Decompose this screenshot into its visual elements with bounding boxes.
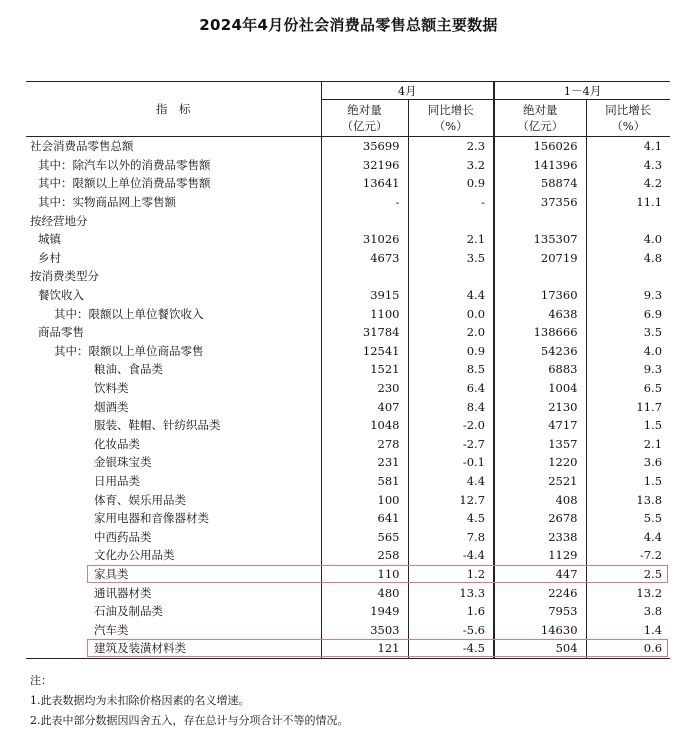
- cumulative-absolute: 37356: [494, 193, 586, 212]
- cumulative-absolute: 4717: [494, 416, 586, 435]
- table-row: [26, 602, 670, 621]
- april-absolute: 100: [321, 490, 408, 509]
- table-row: [26, 527, 670, 546]
- table-row: [26, 397, 670, 416]
- april-absolute: 35699: [321, 137, 408, 156]
- period-jan-apr-header: 1－4月: [494, 82, 670, 100]
- april-yoy: 12.7: [408, 490, 494, 509]
- april-yoy: 3.5: [408, 249, 494, 268]
- cumulative-yoy: 3.6: [586, 453, 670, 472]
- april-yoy: 4.4: [408, 472, 494, 491]
- april-absolute: 1048: [321, 416, 408, 435]
- april-absolute: [321, 211, 408, 230]
- row-label: 家具类: [94, 566, 129, 581]
- april-yoy: 1.6: [408, 602, 494, 621]
- row-label: 服装、鞋帽、针纺织品类: [94, 418, 221, 433]
- april-absolute: 31784: [321, 323, 408, 342]
- table-body: [26, 137, 670, 659]
- april-absolute: 1949: [321, 602, 408, 621]
- april-absolute: 565: [321, 527, 408, 546]
- cumulative-absolute: 17360: [494, 286, 586, 305]
- table-row: [26, 639, 670, 658]
- cumulative-absolute: 135307: [494, 230, 586, 249]
- april-absolute: 258: [321, 546, 408, 565]
- cumulative-absolute: 54236: [494, 342, 586, 361]
- cumulative-absolute: 6883: [494, 360, 586, 379]
- table-row: [26, 490, 670, 509]
- table-row: [26, 249, 670, 268]
- cumulative-yoy: 5.5: [586, 509, 670, 528]
- cumulative-yoy: 6.9: [586, 304, 670, 323]
- cumulative-yoy: 0.6: [586, 639, 670, 658]
- cumulative-yoy: 1.5: [586, 472, 670, 491]
- cumulative-absolute: 138666: [494, 323, 586, 342]
- row-label: 通讯器材类: [94, 585, 152, 600]
- table-row: [26, 267, 670, 286]
- april-yoy: [408, 211, 494, 230]
- cumulative-absolute: 2246: [494, 583, 586, 602]
- cumulative-yoy: 6.5: [586, 379, 670, 398]
- table-row: [26, 472, 670, 491]
- row-label: 汽车类: [94, 622, 129, 637]
- april-absolute: -: [321, 193, 408, 212]
- cumulative-yoy: 11.1: [586, 193, 670, 212]
- cumulative-yoy: 4.2: [586, 174, 670, 193]
- april-yoy: 7.8: [408, 527, 494, 546]
- april-yoy: 0.0: [408, 304, 494, 323]
- row-label: 其中：限额以上单位商品零售: [54, 343, 204, 358]
- cumulative-yoy: 4.1: [586, 137, 670, 156]
- row-label: 社会消费品零售总额: [30, 139, 134, 154]
- table-row: [26, 342, 670, 361]
- row-label: 日用品类: [94, 473, 140, 488]
- april-yoy: 8.5: [408, 360, 494, 379]
- cumulative-absolute: [494, 267, 586, 286]
- table-row: [26, 379, 670, 398]
- row-label: 按经营地分: [30, 213, 88, 228]
- row-label: 按消费类型分: [30, 269, 99, 284]
- table-row: [26, 583, 670, 602]
- april-absolute: 31026: [321, 230, 408, 249]
- april-absolute: 1521: [321, 360, 408, 379]
- april-yoy: 2.1: [408, 230, 494, 249]
- row-label: 其中：限额以上单位消费品零售额: [38, 176, 211, 191]
- april-absolute: 3503: [321, 620, 408, 639]
- april-absolute: 480: [321, 583, 408, 602]
- row-label: 餐饮收入: [38, 288, 84, 303]
- april-absolute: 641: [321, 509, 408, 528]
- april-absolute: 110: [321, 565, 408, 584]
- indicator-header: 指 标: [26, 82, 321, 137]
- row-label: 建筑及装潢材料类: [26, 639, 321, 658]
- table-row: [26, 174, 670, 193]
- cumulative-absolute: 7953: [494, 602, 586, 621]
- cumulative-yoy: 3.5: [586, 323, 670, 342]
- cumulative-absolute: 141396: [494, 156, 586, 175]
- cumulative-yoy: [586, 267, 670, 286]
- note-item: 1.此表数据均为未扣除价格因素的名义增速。: [30, 694, 250, 707]
- cumulative-yoy: 1.5: [586, 416, 670, 435]
- cumulative-yoy: 11.7: [586, 397, 670, 416]
- april-yoy: -2.0: [408, 416, 494, 435]
- april-yoy: 4.4: [408, 286, 494, 305]
- cumulative-yoy: 4.8: [586, 249, 670, 268]
- row-label: 家用电器和音像器材类: [94, 511, 209, 526]
- april-yoy: 6.4: [408, 379, 494, 398]
- table-row: [26, 565, 670, 584]
- cumulative-yoy: 13.8: [586, 490, 670, 509]
- cumulative-yoy: 2.5: [586, 565, 670, 584]
- april-yoy: -: [408, 193, 494, 212]
- cumulative-yoy: 1.4: [586, 620, 670, 639]
- april-yoy: -5.6: [408, 620, 494, 639]
- cumulative-absolute: 20719: [494, 249, 586, 268]
- table-row: [26, 453, 670, 472]
- cumulative-yoy: 9.3: [586, 360, 670, 379]
- row-label: 化妆品类: [94, 436, 140, 451]
- notes: [30, 671, 349, 731]
- cumulative-yoy: 3.8: [586, 602, 670, 621]
- april-absolute: 4673: [321, 249, 408, 268]
- table-row: [26, 193, 670, 212]
- row-label: 石油及制品类: [94, 604, 163, 619]
- row-label: 粮油、食品类: [94, 362, 163, 377]
- cumulative-absolute: 58874: [494, 174, 586, 193]
- table-row: [26, 156, 670, 175]
- april-yoy: 2.0: [408, 323, 494, 342]
- april-yoy: 2.3: [408, 137, 494, 156]
- april-yoy: -2.7: [408, 435, 494, 454]
- cumulative-absolute: 1357: [494, 435, 586, 454]
- cumulative-yoy: -7.2: [586, 546, 670, 565]
- cumulative-absolute: 2521: [494, 472, 586, 491]
- cumulative-yoy: 2.1: [586, 435, 670, 454]
- row-label: 文化办公用品类: [94, 548, 175, 563]
- cumulative-absolute: [494, 211, 586, 230]
- row-label: 中西药品类: [94, 529, 152, 544]
- table-row: [26, 435, 670, 454]
- abs-header-cumulative: 绝对量 （亿元）: [494, 100, 586, 137]
- cumulative-absolute: 4638: [494, 304, 586, 323]
- table-row: [26, 230, 670, 249]
- cumulative-absolute: 504: [494, 639, 586, 658]
- cumulative-absolute: 447: [494, 565, 586, 584]
- abs-header-april: 绝对量 （亿元）: [321, 100, 408, 137]
- cumulative-absolute: 2130: [494, 397, 586, 416]
- april-absolute: 581: [321, 472, 408, 491]
- april-yoy: -4.4: [408, 546, 494, 565]
- note-item: 2.此表中部分数据因四舍五入，存在总计与分项合计不等的情况。: [30, 714, 349, 727]
- table-row: [26, 416, 670, 435]
- table-row: [26, 509, 670, 528]
- cumulative-yoy: 9.3: [586, 286, 670, 305]
- april-absolute: 121: [321, 639, 408, 658]
- april-absolute: [321, 267, 408, 286]
- retail-sales-table: [26, 81, 670, 659]
- period-april-header: 4月: [321, 82, 494, 100]
- table-row: [26, 286, 670, 305]
- row-label: 其中：限额以上单位餐饮收入: [54, 306, 204, 321]
- yoy-header-april: 同比增长 （%）: [408, 100, 494, 137]
- row-label: 其中：实物商品网上零售额: [38, 195, 176, 210]
- cumulative-absolute: 408: [494, 490, 586, 509]
- april-absolute: 32196: [321, 156, 408, 175]
- april-yoy: 8.4: [408, 397, 494, 416]
- april-yoy: 0.9: [408, 342, 494, 361]
- april-yoy: 1.2: [408, 565, 494, 584]
- april-yoy: [408, 267, 494, 286]
- cumulative-absolute: 14630: [494, 620, 586, 639]
- row-label: 烟酒类: [94, 399, 129, 414]
- cumulative-yoy: 4.0: [586, 342, 670, 361]
- april-absolute: 230: [321, 379, 408, 398]
- table-row: [26, 360, 670, 379]
- april-absolute: 278: [321, 435, 408, 454]
- row-label: 城镇: [38, 232, 61, 247]
- cumulative-absolute: 2338: [494, 527, 586, 546]
- april-absolute: 231: [321, 453, 408, 472]
- row-label: 饮料类: [94, 381, 129, 396]
- april-absolute: 1100: [321, 304, 408, 323]
- cumulative-absolute: 156026: [494, 137, 586, 156]
- cumulative-absolute: 1220: [494, 453, 586, 472]
- april-yoy: 3.2: [408, 156, 494, 175]
- row-label: 乡村: [38, 250, 61, 265]
- notes-heading: 注：: [30, 674, 52, 687]
- cumulative-absolute: 1004: [494, 379, 586, 398]
- page-title: 2024年4月份社会消费品零售总额主要数据: [199, 16, 498, 34]
- cumulative-yoy: 4.3: [586, 156, 670, 175]
- april-yoy: -0.1: [408, 453, 494, 472]
- cumulative-absolute: 1129: [494, 546, 586, 565]
- row-label: 金银珠宝类: [94, 455, 152, 470]
- table-row: [26, 620, 670, 639]
- table-row: [26, 211, 670, 230]
- cumulative-absolute: 2678: [494, 509, 586, 528]
- table-row: [26, 137, 670, 156]
- table-row: [26, 323, 670, 342]
- row-label: 商品零售: [38, 325, 84, 340]
- april-yoy: -4.5: [408, 639, 494, 658]
- cumulative-yoy: [586, 211, 670, 230]
- april-absolute: 13641: [321, 174, 408, 193]
- cumulative-yoy: 4.0: [586, 230, 670, 249]
- april-absolute: 3915: [321, 286, 408, 305]
- april-yoy: 13.3: [408, 583, 494, 602]
- cumulative-yoy: 4.4: [586, 527, 670, 546]
- table-row: [26, 546, 670, 565]
- april-absolute: 407: [321, 397, 408, 416]
- table-row: [26, 304, 670, 323]
- row-label: 其中：除汽车以外的消费品零售额: [38, 157, 211, 172]
- april-yoy: 0.9: [408, 174, 494, 193]
- row-label: 体育、娱乐用品类: [94, 492, 186, 507]
- yoy-header-cumulative: 同比增长 （%）: [586, 100, 670, 137]
- cumulative-yoy: 13.2: [586, 583, 670, 602]
- april-absolute: 12541: [321, 342, 408, 361]
- april-yoy: 4.5: [408, 509, 494, 528]
